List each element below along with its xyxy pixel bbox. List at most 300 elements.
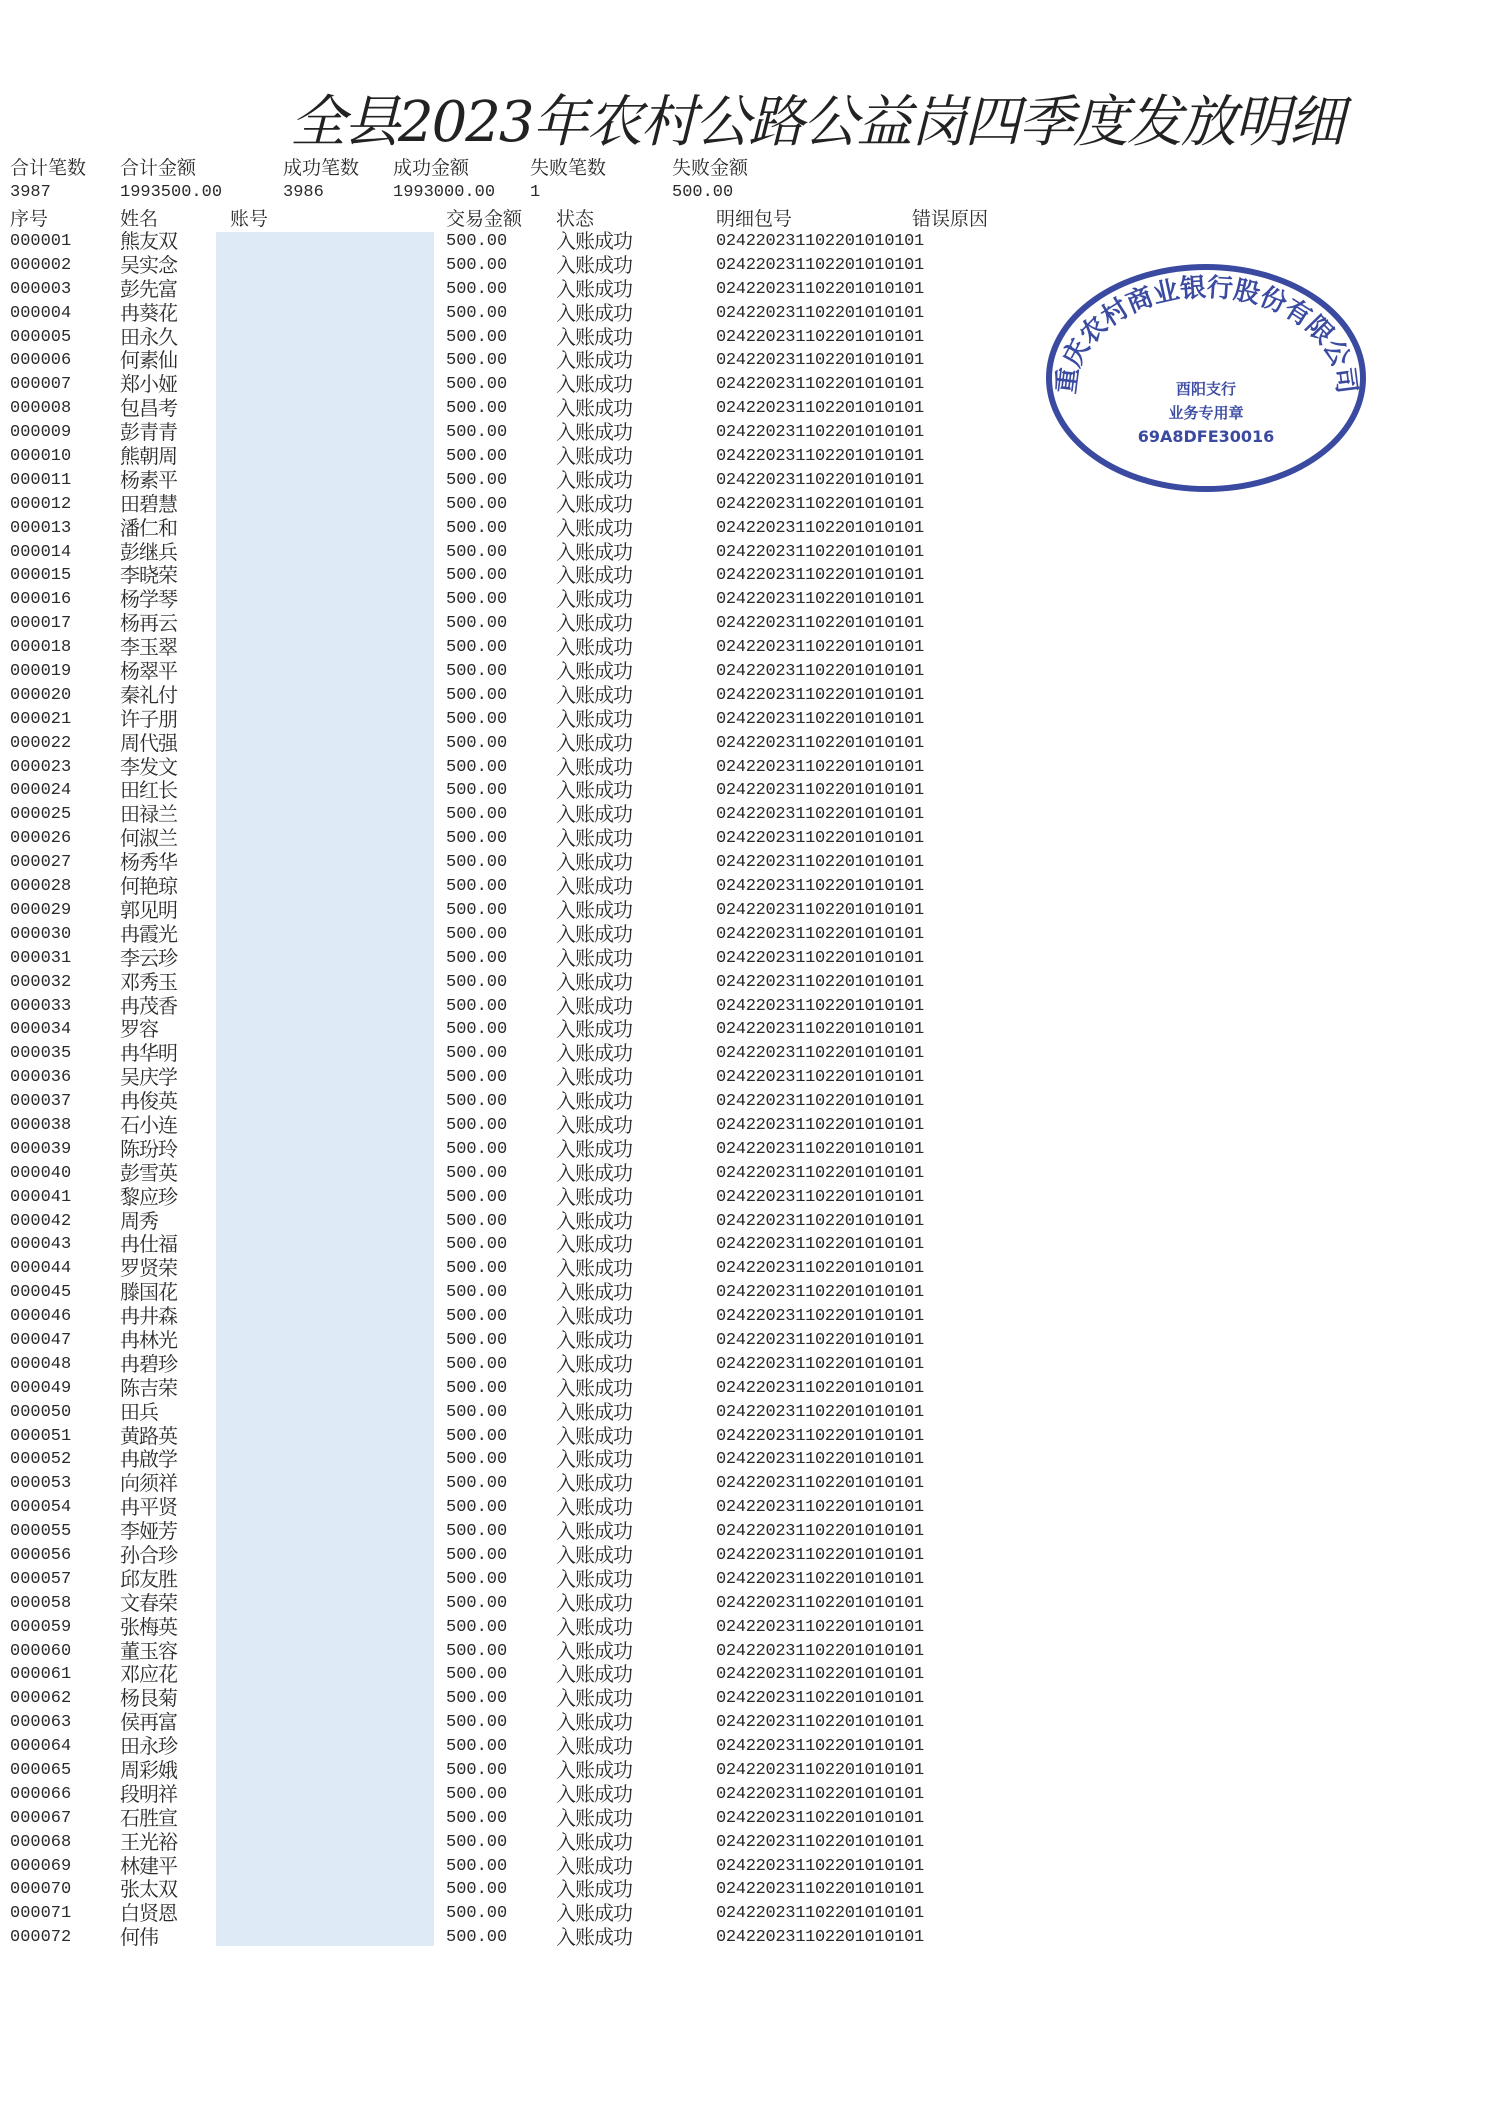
- table-row: [0, 1496, 1000, 1520]
- row-package: 024220231102201010101: [716, 1187, 924, 1207]
- row-amount: 500.00: [446, 1737, 508, 1757]
- table-row: [0, 708, 1000, 732]
- row-amount: 500.00: [446, 829, 508, 849]
- table-row: [0, 1018, 1000, 1042]
- row-name: 李发文: [120, 754, 177, 779]
- header-seq: 序号: [10, 208, 49, 230]
- row-name: 田碧慧: [120, 491, 177, 516]
- row-status: 入账成功: [556, 1638, 632, 1663]
- table-row: [0, 564, 1000, 588]
- row-amount: 500.00: [446, 542, 508, 562]
- table-row: [0, 1711, 1000, 1735]
- row-status: 入账成功: [556, 1423, 632, 1448]
- row-name: 周彩娥: [120, 1758, 177, 1782]
- row-status: 入账成功: [556, 1710, 632, 1735]
- header-error: 错误原因: [912, 208, 989, 230]
- row-seq: 000005: [10, 327, 72, 347]
- row-seq: 000064: [10, 1737, 72, 1757]
- row-package: 024220231102201010101: [716, 1163, 924, 1183]
- table-row: [0, 254, 1000, 278]
- row-seq: 000045: [10, 1283, 72, 1303]
- table-row: [0, 1353, 1000, 1377]
- table-row: [0, 1233, 1000, 1257]
- row-status: 入账成功: [556, 229, 632, 253]
- row-package: 024220231102201010101: [716, 1068, 924, 1088]
- row-package: 024220231102201010101: [716, 303, 924, 323]
- row-name: 许子朋: [120, 706, 177, 731]
- table-row: [0, 397, 1000, 421]
- row-name: 冉仕福: [120, 1232, 177, 1257]
- row-seq: 000009: [10, 423, 72, 443]
- row-status: 入账成功: [556, 1184, 632, 1209]
- row-amount: 500.00: [446, 303, 508, 323]
- row-name: 王光裕: [120, 1829, 177, 1854]
- row-amount: 500.00: [446, 1235, 508, 1255]
- row-status: 入账成功: [556, 1686, 632, 1711]
- table-row: [0, 684, 1000, 708]
- row-package: 024220231102201010101: [716, 1402, 924, 1422]
- row-package: 024220231102201010101: [716, 1665, 924, 1685]
- row-name: 孙合珍: [120, 1542, 177, 1567]
- row-amount: 500.00: [446, 757, 508, 777]
- row-name: 杨素平: [120, 467, 177, 492]
- table-row: [0, 1640, 1000, 1664]
- summary-success-count: 3986: [283, 183, 324, 202]
- row-amount: 500.00: [446, 518, 508, 538]
- table-row: [0, 995, 1000, 1019]
- row-seq: 000056: [10, 1545, 72, 1565]
- table-row: [0, 278, 1000, 302]
- row-amount: 500.00: [446, 1689, 508, 1709]
- row-seq: 000050: [10, 1402, 72, 1422]
- row-package: 024220231102201010101: [716, 757, 924, 777]
- table-row: [0, 1305, 1000, 1329]
- row-status: 入账成功: [556, 874, 632, 899]
- row-status: 入账成功: [556, 1519, 632, 1544]
- row-name: 包昌考: [120, 396, 177, 421]
- row-amount: 500.00: [446, 1211, 508, 1231]
- row-status: 入账成功: [556, 1041, 632, 1066]
- row-status: 入账成功: [556, 563, 632, 588]
- row-name: 郭见明: [120, 897, 177, 922]
- row-amount: 500.00: [446, 1139, 508, 1159]
- row-package: 024220231102201010101: [716, 1761, 924, 1780]
- row-package: 024220231102201010101: [716, 566, 924, 586]
- row-seq: 000066: [10, 1784, 72, 1804]
- row-name: 邓秀玉: [120, 969, 177, 994]
- row-status: 入账成功: [556, 826, 632, 851]
- table-row: [0, 445, 1000, 469]
- row-amount: 500.00: [446, 327, 508, 347]
- row-status: 入账成功: [556, 252, 632, 277]
- row-status: 入账成功: [556, 1805, 632, 1830]
- summary-fail-count-label: 失败笔数: [530, 157, 607, 179]
- row-package: 024220231102201010101: [716, 709, 924, 729]
- row-package: 024220231102201010101: [716, 1928, 924, 1948]
- row-amount: 500.00: [446, 1498, 508, 1518]
- row-status: 入账成功: [556, 1136, 632, 1161]
- row-package: 024220231102201010101: [716, 279, 924, 299]
- row-seq: 000051: [10, 1426, 72, 1446]
- row-amount: 500.00: [446, 733, 508, 753]
- table-row: [0, 851, 1000, 875]
- row-seq: 000054: [10, 1498, 72, 1518]
- row-name: 陈玢玲: [120, 1136, 177, 1161]
- row-seq: 000038: [10, 1115, 72, 1135]
- row-package: 024220231102201010101: [716, 805, 924, 825]
- row-amount: 500.00: [446, 1856, 508, 1876]
- row-package: 024220231102201010101: [716, 1450, 924, 1470]
- row-seq: 000046: [10, 1307, 72, 1327]
- row-amount: 500.00: [446, 423, 508, 443]
- table-row: [0, 1544, 1000, 1568]
- row-package: 024220231102201010101: [716, 1283, 924, 1303]
- row-amount: 500.00: [446, 1522, 508, 1542]
- row-status: 入账成功: [556, 491, 632, 516]
- row-status: 入账成功: [556, 611, 632, 636]
- row-package: 024220231102201010101: [716, 1737, 924, 1757]
- row-name: 李玉翠: [120, 635, 177, 660]
- table-row: [0, 1257, 1000, 1281]
- row-amount: 500.00: [446, 614, 508, 634]
- row-name: 田永珍: [120, 1734, 177, 1759]
- row-package: 024220231102201010101: [716, 1354, 924, 1374]
- table-row: [0, 947, 1000, 971]
- row-package: 024220231102201010101: [716, 1474, 924, 1494]
- row-seq: 000040: [10, 1163, 72, 1183]
- row-seq: 000041: [10, 1187, 72, 1207]
- row-amount: 500.00: [446, 255, 508, 275]
- row-status: 入账成功: [556, 348, 632, 373]
- row-status: 入账成功: [556, 396, 632, 421]
- row-status: 入账成功: [556, 1590, 632, 1615]
- row-amount: 500.00: [446, 1283, 508, 1303]
- row-seq: 000042: [10, 1211, 72, 1231]
- row-name: 杨学琴: [120, 587, 177, 612]
- row-amount: 500.00: [446, 1569, 508, 1589]
- row-seq: 000024: [10, 781, 72, 801]
- row-package: 024220231102201010101: [716, 1856, 924, 1876]
- summary-total-count: 3987: [10, 183, 51, 202]
- row-amount: 500.00: [446, 399, 508, 419]
- row-name: 何艳琼: [120, 874, 177, 899]
- row-amount: 500.00: [446, 1474, 508, 1494]
- row-seq: 000067: [10, 1808, 72, 1828]
- seal-org-text: 重庆农村商业银行股份有限公司: [1051, 272, 1362, 396]
- row-name: 滕国花: [120, 1280, 177, 1305]
- row-package: 024220231102201010101: [716, 1307, 924, 1327]
- row-package: 024220231102201010101: [716, 638, 924, 658]
- row-seq: 000011: [10, 470, 72, 490]
- header-account: 账号: [230, 208, 269, 230]
- table-row: [0, 971, 1000, 995]
- summary-total-amount: 1993500.00: [120, 183, 223, 202]
- row-package: 024220231102201010101: [716, 972, 924, 992]
- row-seq: 000071: [10, 1904, 72, 1924]
- row-amount: 500.00: [446, 1545, 508, 1565]
- table-row: [0, 1520, 1000, 1544]
- row-name: 杨艮菊: [120, 1686, 177, 1711]
- table-row: [0, 1186, 1000, 1210]
- row-status: 入账成功: [556, 969, 632, 994]
- row-package: 024220231102201010101: [716, 1139, 924, 1159]
- row-seq: 000060: [10, 1641, 72, 1661]
- table-row: [0, 1735, 1000, 1759]
- row-seq: 000035: [10, 1044, 72, 1064]
- header-amount: 交易金额: [446, 208, 523, 230]
- table-row: [0, 636, 1000, 660]
- row-status: 入账成功: [556, 1327, 632, 1352]
- row-name: 潘仁和: [120, 515, 177, 540]
- row-status: 入账成功: [556, 1447, 632, 1472]
- header-status: 状态: [556, 208, 595, 230]
- row-seq: 000002: [10, 255, 72, 275]
- row-seq: 000026: [10, 829, 72, 849]
- row-status: 入账成功: [556, 467, 632, 492]
- row-status: 入账成功: [556, 300, 632, 325]
- table-row: [0, 1687, 1000, 1711]
- row-name: 石小连: [120, 1112, 177, 1137]
- row-package: 024220231102201010101: [716, 1498, 924, 1518]
- row-amount: 500.00: [446, 1402, 508, 1422]
- row-amount: 500.00: [446, 996, 508, 1016]
- row-seq: 000010: [10, 447, 72, 467]
- row-name: 李娅芳: [120, 1519, 177, 1544]
- row-seq: 000070: [10, 1880, 72, 1900]
- seal-code-text: 69A8DFE30016: [1137, 427, 1275, 446]
- table-row: [0, 803, 1000, 827]
- row-name: 何素仙: [120, 348, 177, 373]
- row-package: 024220231102201010101: [716, 351, 924, 371]
- row-status: 入账成功: [556, 1781, 632, 1806]
- row-name: 邓应花: [120, 1662, 177, 1687]
- row-amount: 500.00: [446, 1808, 508, 1828]
- row-status: 入账成功: [556, 921, 632, 946]
- row-package: 024220231102201010101: [716, 948, 924, 968]
- row-package: 024220231102201010101: [716, 1784, 924, 1804]
- table-row: [0, 373, 1000, 397]
- row-amount: 500.00: [446, 1784, 508, 1804]
- summary-fail-amount: 500.00: [672, 183, 734, 202]
- row-status: 入账成功: [556, 1351, 632, 1376]
- row-status: 入账成功: [556, 1232, 632, 1257]
- row-status: 入账成功: [556, 587, 632, 612]
- row-amount: 500.00: [446, 1115, 508, 1135]
- row-status: 入账成功: [556, 1017, 632, 1042]
- table-row: [0, 1926, 1000, 1950]
- seal-branch-text: 酉阳支行: [1175, 380, 1237, 398]
- row-amount: 500.00: [446, 375, 508, 395]
- row-package: 024220231102201010101: [716, 924, 924, 944]
- table-row: [0, 1855, 1000, 1879]
- row-name: 侯再富: [120, 1710, 177, 1735]
- table-row: [0, 732, 1000, 756]
- row-status: 入账成功: [556, 515, 632, 540]
- row-amount: 500.00: [446, 1593, 508, 1613]
- row-name: 冉啟学: [120, 1447, 177, 1472]
- row-package: 024220231102201010101: [716, 447, 924, 467]
- row-status: 入账成功: [556, 324, 632, 349]
- row-seq: 000001: [10, 232, 72, 251]
- row-name: 董玉容: [120, 1638, 177, 1663]
- row-name: 冉华明: [120, 1041, 177, 1066]
- row-seq: 000015: [10, 566, 72, 586]
- row-status: 入账成功: [556, 1065, 632, 1090]
- row-name: 陈吉荣: [120, 1375, 177, 1400]
- row-amount: 500.00: [446, 1330, 508, 1350]
- header-package: 明细包号: [716, 208, 793, 230]
- row-seq: 000033: [10, 996, 72, 1016]
- row-name: 吴实念: [120, 252, 177, 277]
- row-status: 入账成功: [556, 539, 632, 564]
- row-name: 冉俊英: [120, 1089, 177, 1114]
- row-name: 杨秀华: [120, 850, 177, 875]
- row-package: 024220231102201010101: [716, 1020, 924, 1040]
- row-package: 024220231102201010101: [716, 470, 924, 490]
- row-package: 024220231102201010101: [716, 255, 924, 275]
- row-amount: 500.00: [446, 1307, 508, 1327]
- row-name: 田禄兰: [120, 802, 177, 827]
- row-status: 入账成功: [556, 659, 632, 684]
- row-amount: 500.00: [446, 877, 508, 897]
- row-package: 024220231102201010101: [716, 900, 924, 920]
- row-name: 张太双: [120, 1877, 177, 1902]
- row-status: 入账成功: [556, 1853, 632, 1878]
- row-seq: 000062: [10, 1689, 72, 1709]
- row-name: 罗容: [120, 1017, 158, 1042]
- table-row: [0, 469, 1000, 493]
- row-amount: 500.00: [446, 447, 508, 467]
- table-row: [0, 1902, 1000, 1926]
- table-row: [0, 302, 1000, 326]
- table-row: [0, 660, 1000, 684]
- row-amount: 500.00: [446, 685, 508, 705]
- row-seq: 000043: [10, 1235, 72, 1255]
- row-name: 冉霞光: [120, 921, 177, 946]
- row-amount: 500.00: [446, 470, 508, 490]
- row-package: 024220231102201010101: [716, 232, 924, 251]
- row-seq: 000037: [10, 1092, 72, 1112]
- row-status: 入账成功: [556, 1495, 632, 1520]
- row-package: 024220231102201010101: [716, 877, 924, 897]
- row-amount: 500.00: [446, 279, 508, 299]
- table-row: [0, 1616, 1000, 1640]
- row-package: 024220231102201010101: [716, 1259, 924, 1279]
- row-name: 冉林光: [120, 1327, 177, 1352]
- row-package: 024220231102201010101: [716, 662, 924, 682]
- table-row: [0, 1138, 1000, 1162]
- row-seq: 000025: [10, 805, 72, 825]
- row-name: 冉茂香: [120, 993, 177, 1018]
- table-row: [0, 1807, 1000, 1831]
- row-seq: 000034: [10, 1020, 72, 1040]
- row-seq: 000048: [10, 1354, 72, 1374]
- row-status: 入账成功: [556, 372, 632, 397]
- table-row: [0, 1090, 1000, 1114]
- row-package: 024220231102201010101: [716, 1211, 924, 1231]
- table-row: [0, 1377, 1000, 1401]
- row-seq: 000072: [10, 1928, 72, 1948]
- row-name: 杨翠平: [120, 659, 177, 684]
- row-name: 田兵: [120, 1399, 158, 1424]
- summary-total-count-label: 合计笔数: [10, 157, 87, 179]
- row-seq: 000052: [10, 1450, 72, 1470]
- summary-fail-count: 1: [530, 183, 541, 202]
- table-row: [0, 827, 1000, 851]
- row-status: 入账成功: [556, 850, 632, 875]
- row-seq: 000058: [10, 1593, 72, 1613]
- row-name: 彭先富: [120, 276, 177, 301]
- row-seq: 000014: [10, 542, 72, 562]
- row-package: 024220231102201010101: [716, 1689, 924, 1709]
- row-amount: 500.00: [446, 1378, 508, 1398]
- table-row: [0, 1592, 1000, 1616]
- row-name: 文春荣: [120, 1590, 177, 1615]
- row-name: 张梅英: [120, 1614, 177, 1639]
- row-seq: 000013: [10, 518, 72, 538]
- table-row: [0, 1878, 1000, 1902]
- row-package: 024220231102201010101: [716, 1641, 924, 1661]
- row-name: 彭继兵: [120, 539, 177, 564]
- row-amount: 500.00: [446, 972, 508, 992]
- row-amount: 500.00: [446, 1426, 508, 1446]
- row-name: 郑小娅: [120, 372, 177, 397]
- row-seq: 000019: [10, 662, 72, 682]
- row-seq: 000061: [10, 1665, 72, 1685]
- row-amount: 500.00: [446, 900, 508, 920]
- row-package: 024220231102201010101: [716, 1522, 924, 1542]
- row-package: 024220231102201010101: [716, 1235, 924, 1255]
- row-package: 024220231102201010101: [716, 1545, 924, 1565]
- row-name: 杨再云: [120, 611, 177, 636]
- table-row: [0, 541, 1000, 565]
- row-amount: 500.00: [446, 709, 508, 729]
- row-package: 024220231102201010101: [716, 1569, 924, 1589]
- row-seq: 000044: [10, 1259, 72, 1279]
- row-status: 入账成功: [556, 1471, 632, 1496]
- row-seq: 000059: [10, 1617, 72, 1637]
- row-name: 田红长: [120, 778, 177, 803]
- row-package: 024220231102201010101: [716, 423, 924, 443]
- table-row: [0, 1401, 1000, 1425]
- table-row: [0, 1114, 1000, 1138]
- row-amount: 500.00: [446, 1068, 508, 1088]
- table-row: [0, 1663, 1000, 1687]
- row-status: 入账成功: [556, 778, 632, 803]
- row-amount: 500.00: [446, 1665, 508, 1685]
- row-seq: 000039: [10, 1139, 72, 1159]
- table-row: [0, 1448, 1000, 1472]
- row-status: 入账成功: [556, 1829, 632, 1854]
- row-name: 熊朝周: [120, 444, 177, 469]
- table-row: [0, 1210, 1000, 1234]
- row-seq: 000065: [10, 1761, 72, 1780]
- row-amount: 500.00: [446, 638, 508, 658]
- table-row: [0, 230, 1000, 254]
- row-name: 邱友胜: [120, 1566, 177, 1591]
- row-package: 024220231102201010101: [716, 1713, 924, 1733]
- row-status: 入账成功: [556, 993, 632, 1018]
- row-package: 024220231102201010101: [716, 829, 924, 849]
- row-status: 入账成功: [556, 1399, 632, 1424]
- row-seq: 000003: [10, 279, 72, 299]
- row-package: 024220231102201010101: [716, 1378, 924, 1398]
- row-package: 024220231102201010101: [716, 327, 924, 347]
- row-status: 入账成功: [556, 1758, 632, 1782]
- row-seq: 000008: [10, 399, 72, 419]
- row-status: 入账成功: [556, 1662, 632, 1687]
- row-package: 024220231102201010101: [716, 542, 924, 562]
